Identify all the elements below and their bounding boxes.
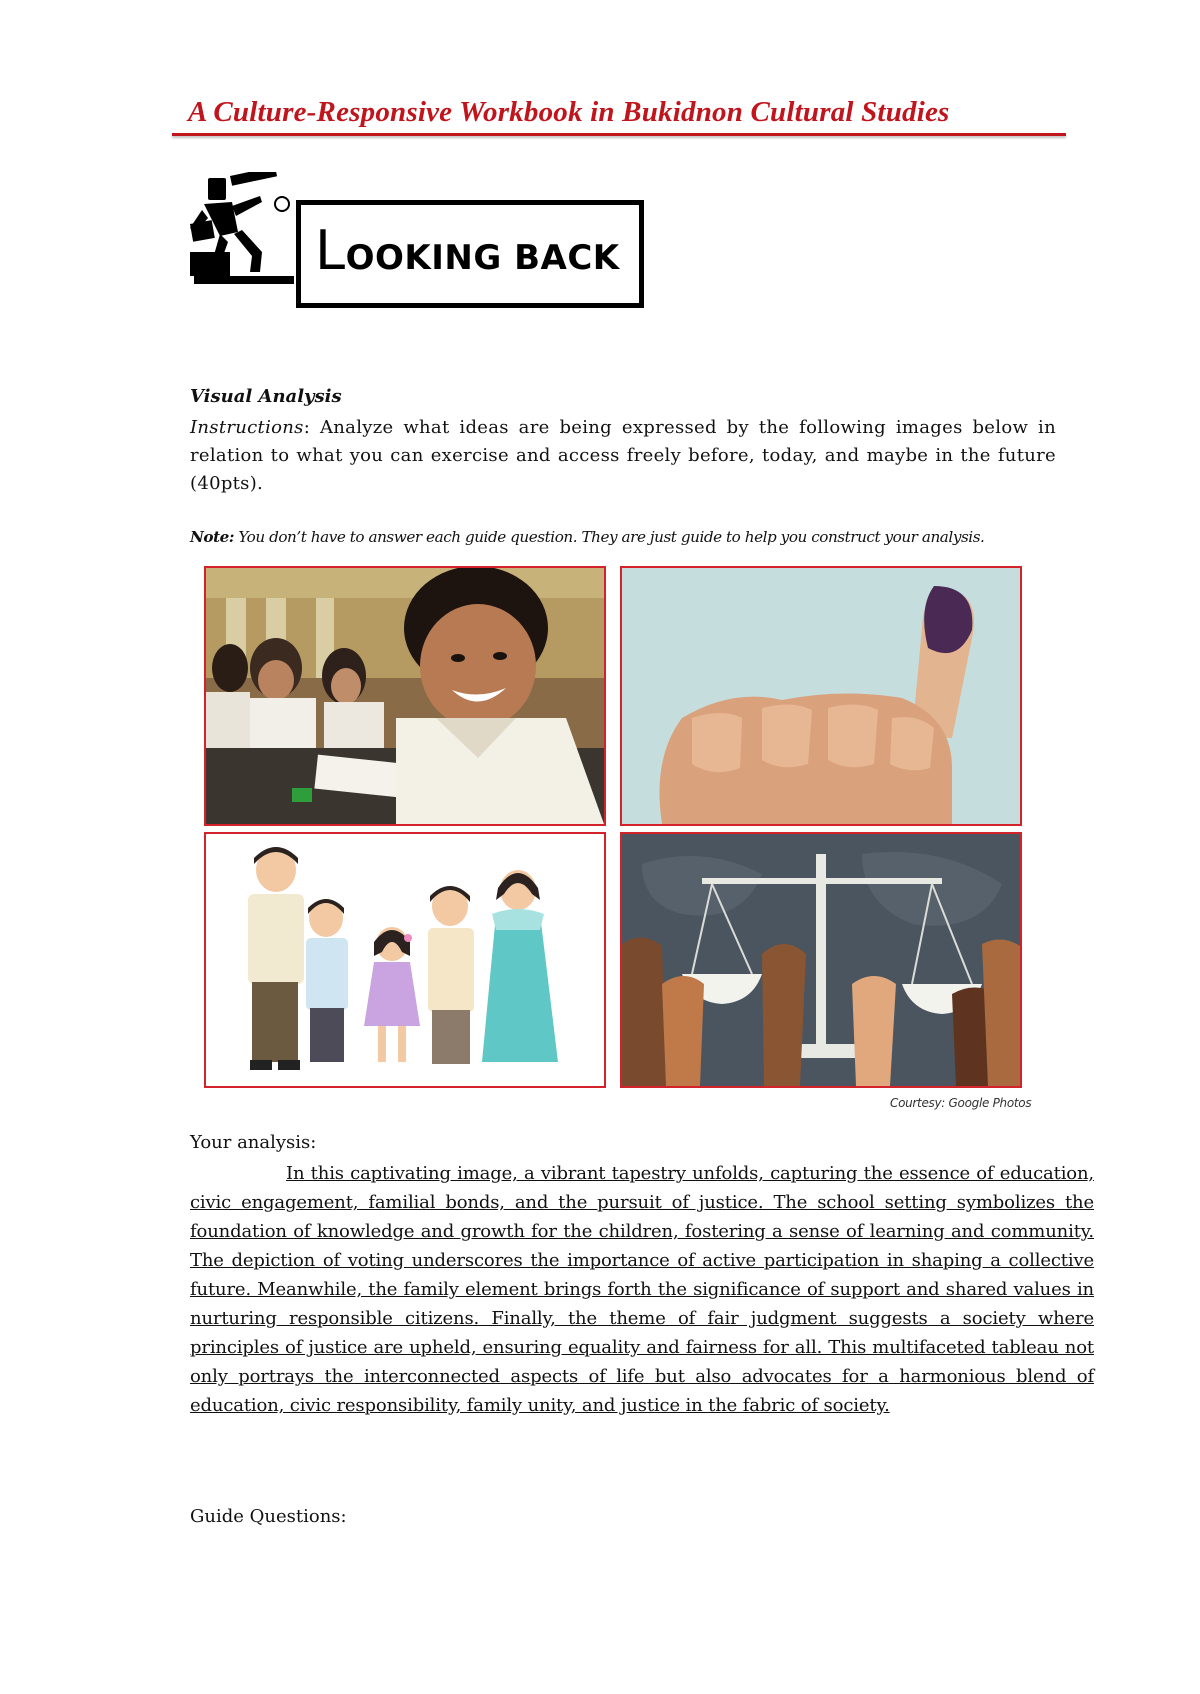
photo-courtesy-caption: Courtesy: Google Photos bbox=[890, 1096, 1032, 1110]
note-text: You don’t have to answer each guide question. They are just guide to help you construct your analysis. bbox=[234, 528, 985, 546]
instructions-text: : Analyze what ideas are being expressed by the following images below in relation to what you can exercise and access freely before, today, and maybe in the future (40pts). bbox=[190, 417, 1056, 494]
explorer-telescope-icon bbox=[190, 172, 300, 284]
banner-text bbox=[315, 219, 620, 282]
voting-finger-photo bbox=[620, 566, 1022, 826]
header-divider bbox=[172, 133, 1066, 136]
family-illustration bbox=[204, 832, 606, 1088]
analysis-answer: In this captivating image, a vibrant tapestry unfolds, capturing the essence of education, civic engagement, familial bonds, and the pursuit of justice. The school setting symbolizes the foundation of knowledge and growth for the children, fostering a sense of learning and community. The depiction of voting underscores the importance of active participation in shaping a collective future. Meanwhile, the family element brings forth the significance of support and shared values in nurturing responsible citizens. Finally, the theme of fair judgment suggests a society where principles of justice are upheld, ensuring equality and fairness for all. This multifaceted tableau not only portrays the interconnected aspects of life but also advocates for a harmonious blend of education, civic responsibility, family unity, and justice in the fabric of society. bbox=[190, 1163, 1094, 1416]
justice-scales-photo bbox=[620, 832, 1022, 1088]
note-label: Note: bbox=[190, 528, 235, 546]
guide-questions-label: Guide Questions: bbox=[190, 1506, 347, 1527]
classroom-photo bbox=[204, 566, 606, 826]
banner-rest: OOKING BACK bbox=[345, 238, 620, 278]
analysis-label: Your analysis: bbox=[190, 1132, 317, 1153]
note-line bbox=[190, 528, 1090, 546]
section-title: Visual Analysis bbox=[190, 386, 342, 407]
looking-back-banner bbox=[296, 200, 644, 308]
workbook-title: A Culture-Responsive Workbook in Bukidnon Cultural Studies bbox=[188, 96, 950, 128]
instructions-paragraph bbox=[190, 414, 1056, 498]
instructions-lead: Instructions bbox=[190, 417, 304, 438]
banner-first-letter: L bbox=[315, 219, 346, 282]
